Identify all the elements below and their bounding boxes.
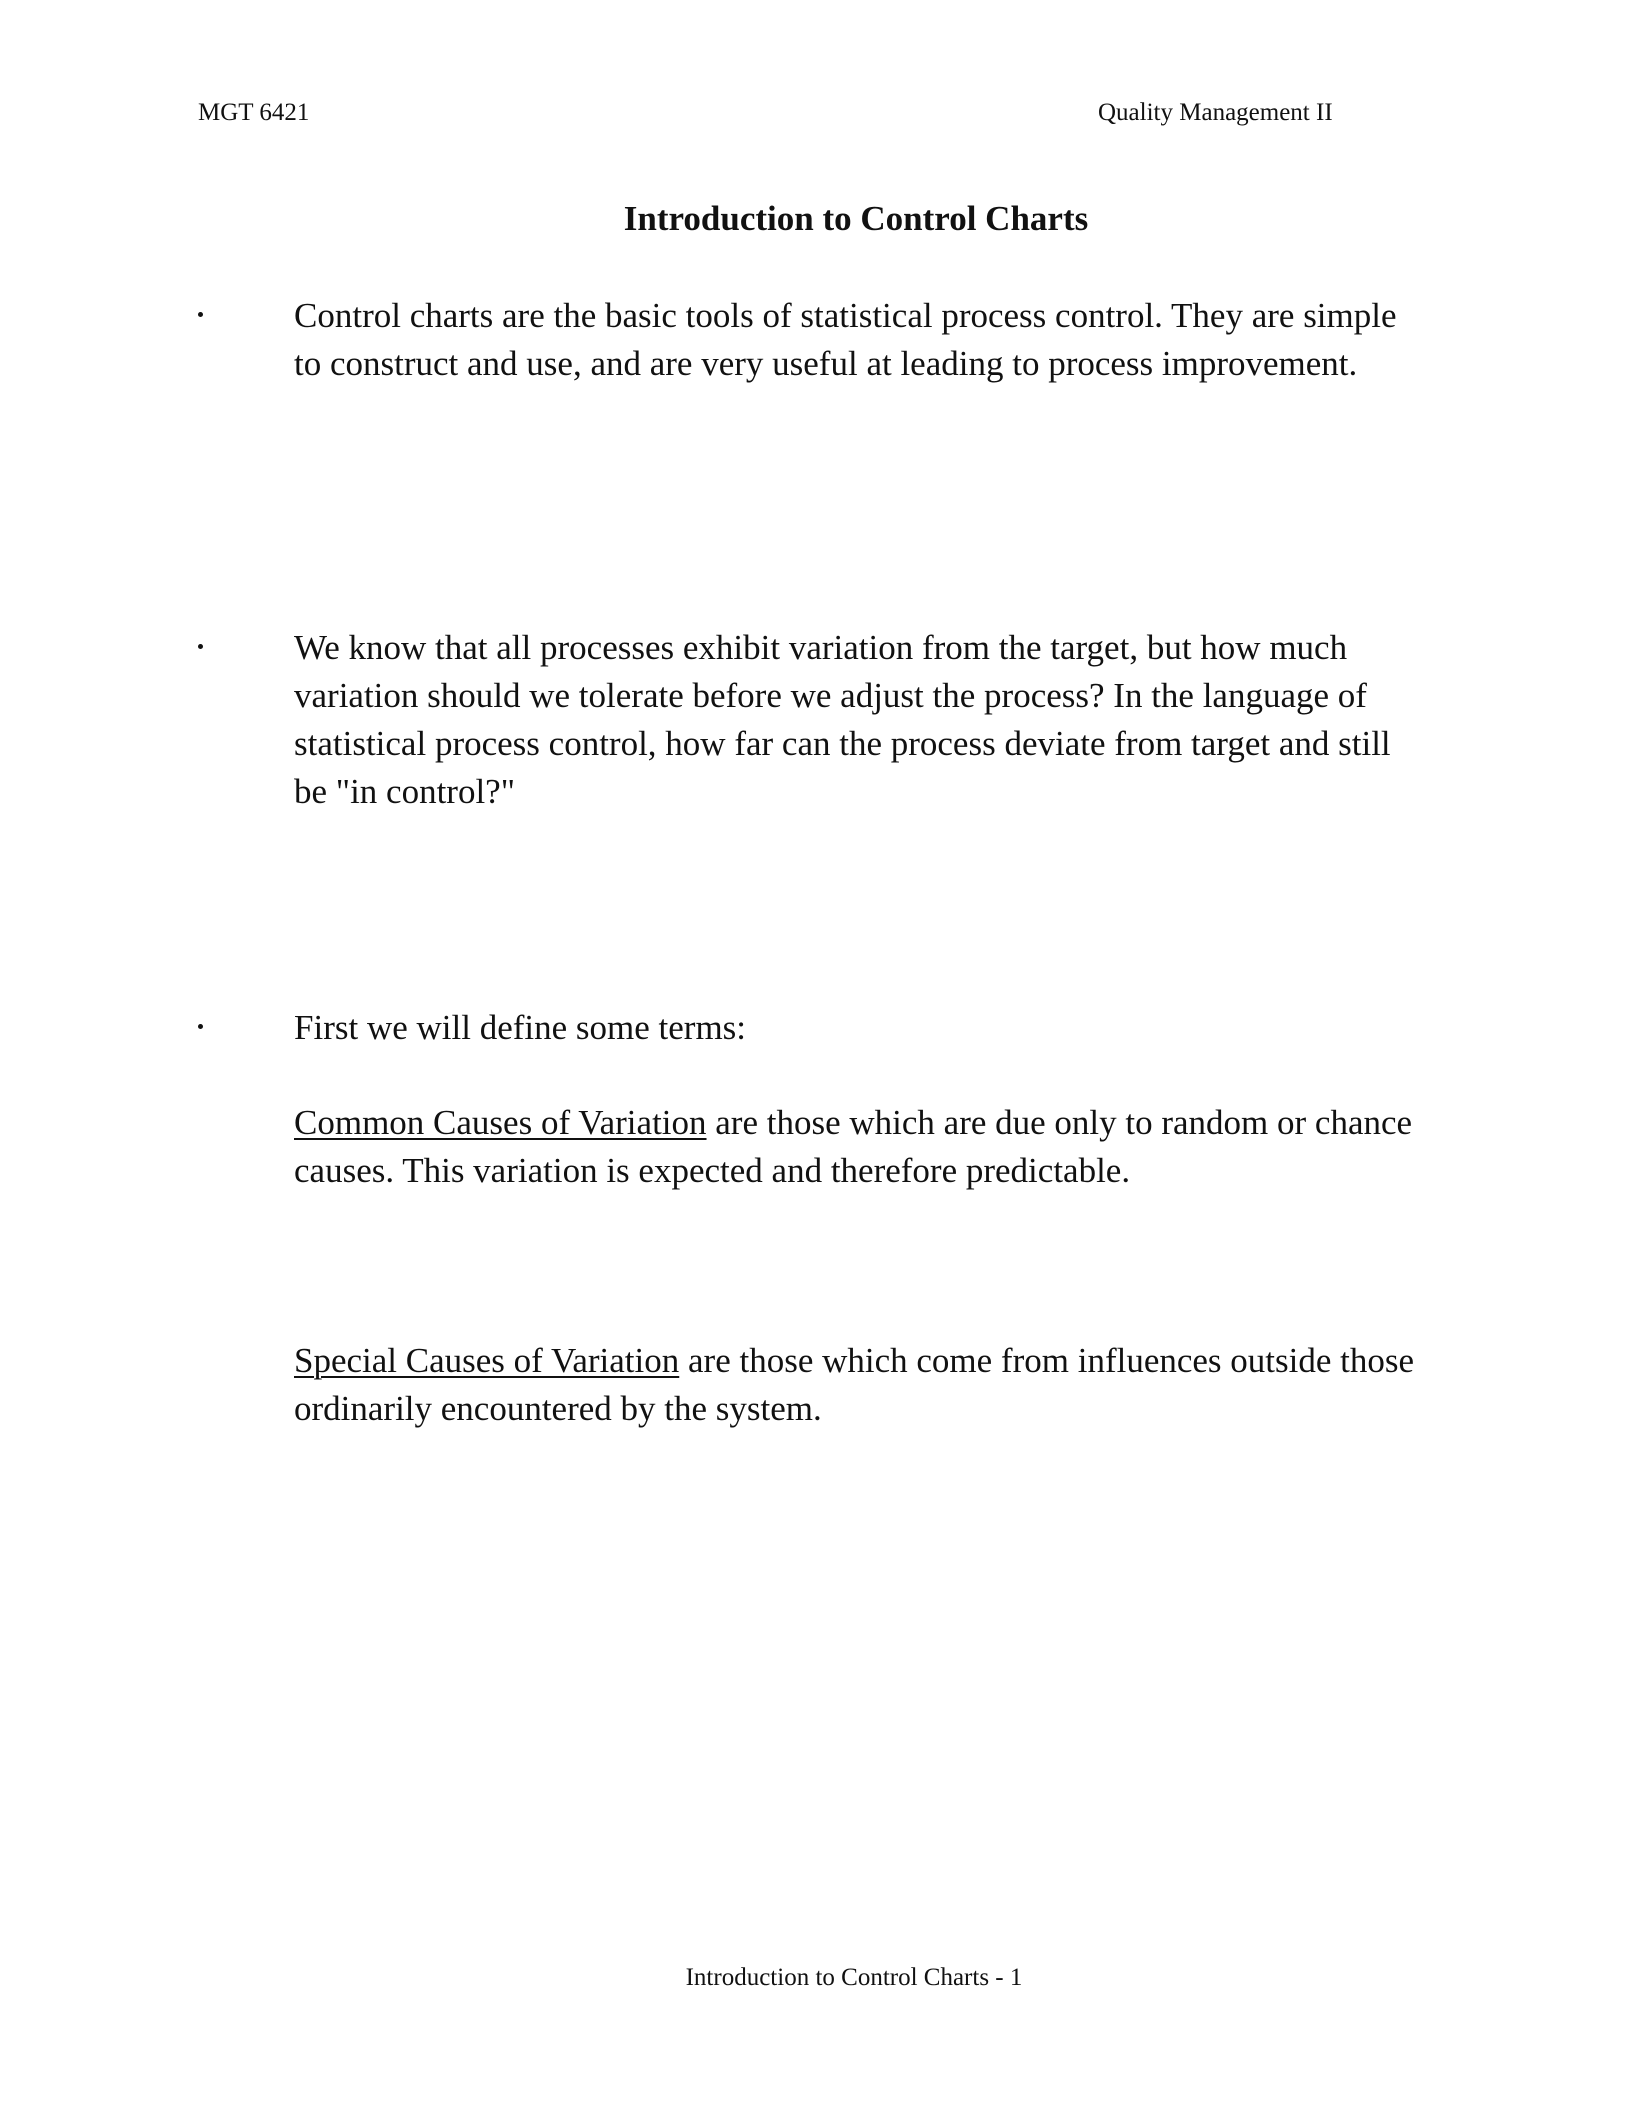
header-course: MGT 6421 (198, 99, 310, 126)
page-footer: Introduction to Control Charts - 1 (685, 1964, 1023, 1991)
definition-text: are those which come from influences outside those ordinarily encountered by the system. (294, 1341, 1415, 1428)
definition-special-causes (294, 1337, 1418, 1433)
bullet-icon (198, 312, 203, 317)
bullet-text: First we will define some terms: (294, 1008, 747, 1047)
bullet-icon (198, 1024, 203, 1029)
definition-term: Special Causes of Variation (294, 1341, 680, 1380)
definition-term: Common Causes of Variation (294, 1103, 707, 1142)
bullet-text: We know that all processes exhibit variation from the target, but how much variation should we tolerate before we adjust the process? In the language of statistical process control, how far can the process deviate from target and still be "in control?" (294, 628, 1391, 811)
bullet-text: Control charts are the basic tools of statistical process control. They are simple to construct and use, and are very useful at leading to process improvement. (294, 296, 1397, 383)
page-title: Introduction to Control Charts (623, 199, 1089, 238)
header-course-title: Quality Management II (1098, 99, 1333, 126)
bullet-icon (198, 644, 203, 649)
definition-common-causes (294, 1099, 1418, 1195)
definition-text: are those which are due only to random or chance causes. This variation is expected and therefore predictable. (294, 1103, 1413, 1190)
